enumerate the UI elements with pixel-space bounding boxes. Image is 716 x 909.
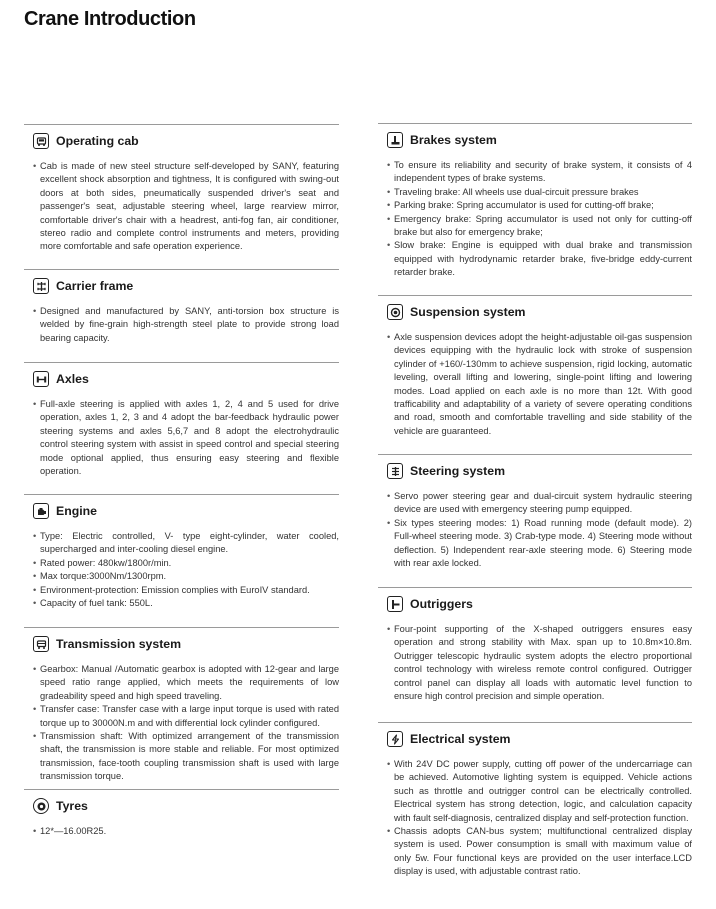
section-divider bbox=[378, 454, 692, 455]
section-body bbox=[378, 159, 692, 280]
section-axles bbox=[24, 362, 339, 478]
section-header bbox=[24, 130, 339, 152]
section-body bbox=[378, 490, 692, 570]
list-item: • Environment-protection: Emission complies with EuroIV standard. bbox=[33, 584, 339, 597]
list-item: • With 24V DC power supply, cutting off power of the undercarriage can be achieved. Automotive lighting system is equipped. Vehicle actions such as throttle and outrigger control can be electrically controlled. Electrical system has strong detection, logic, and calculation capacity with fault self-diagnosis, centralized display and self-protection function. bbox=[387, 758, 692, 825]
section-body bbox=[24, 305, 339, 345]
section-divider bbox=[378, 722, 692, 723]
section-header bbox=[24, 275, 339, 297]
section-title: Operating cab bbox=[56, 134, 139, 148]
section-title: Axles bbox=[56, 372, 89, 386]
list-item: • Cab is made of new steel structure self-developed by SANY, featuring excellent shock absorption and tightness, It is configured with swing-out doors at both sides, pneumatically suspended driver's seat and passenger's seat, adjustable steering wheel, large rearview mirror, comfortable driver's chair with a headrest, anti-fog fan, air conditioner, stereo radio and complete control instruments and meters, providing more comfortable and safe operation experience. bbox=[33, 160, 339, 254]
section-header bbox=[24, 633, 339, 655]
section-carrier-frame bbox=[24, 269, 339, 345]
section-divider bbox=[24, 789, 339, 790]
transmission-icon bbox=[33, 636, 49, 652]
section-divider bbox=[378, 587, 692, 588]
list-item: • Transfer case: Transfer case with a large input torque is used with rated torque up to 30000N.m and with differential lock cylinder configured. bbox=[33, 703, 339, 730]
section-steering-system bbox=[378, 454, 692, 570]
list-item: • Slow brake: Engine is equipped with dual brake and transmission equipped with hydrodynamic retarder brake, five-bridge eddy-current retarder brake. bbox=[387, 239, 692, 279]
section-header bbox=[378, 301, 692, 323]
section-header bbox=[378, 460, 692, 482]
brake-icon bbox=[387, 132, 403, 148]
section-outriggers bbox=[378, 587, 692, 703]
section-title: Steering system bbox=[410, 464, 506, 478]
section-body bbox=[24, 530, 339, 610]
section-divider bbox=[378, 123, 692, 124]
list-item: • Designed and manufactured by SANY, anti-torsion box structure is welded by fine-grain high-strength steel plate to provide strong load bearing capacity. bbox=[33, 305, 339, 345]
section-engine bbox=[24, 494, 339, 610]
section-header bbox=[24, 795, 339, 817]
section-title: Tyres bbox=[56, 799, 88, 813]
section-title: Suspension system bbox=[410, 305, 526, 319]
section-title: Carrier frame bbox=[56, 279, 134, 293]
section-body bbox=[378, 331, 692, 438]
list-item: • Transmission shaft: With optimized arrangement of the transmission shaft, the transmission is more stable and reliable. For most optimized transmission, face-tooth coupling transmission shaft is used with large transmission torque. bbox=[33, 730, 339, 784]
section-tyres bbox=[24, 789, 339, 838]
section-title: Brakes system bbox=[410, 133, 497, 147]
section-divider bbox=[24, 494, 339, 495]
section-divider bbox=[378, 295, 692, 296]
section-divider bbox=[24, 362, 339, 363]
list-item: • Servo power steering gear and dual-circuit system hydraulic steering device are used with emergency steering pump equipped. bbox=[387, 490, 692, 517]
list-item: • Four-point supporting of the X-shaped outriggers ensures easy operation and strong stability with Max. span up to 10.8m×10.8m. Outrigger telescopic hydraulic system adopts the electro proportional control technology with wireless remote control configured. Outrigger control panel can display all loads with automatic level function to ensure high control precision and simple operation. bbox=[387, 623, 692, 703]
section-body bbox=[24, 160, 339, 254]
suspension-icon bbox=[387, 304, 403, 320]
list-item: • Traveling brake: All wheels use dual-circuit pressure brakes bbox=[387, 186, 692, 199]
section-electrical-system bbox=[378, 722, 692, 879]
section-operating-cab bbox=[24, 124, 339, 254]
list-item: • Capacity of fuel tank: 550L. bbox=[33, 597, 339, 610]
section-body bbox=[378, 623, 692, 703]
list-item: • Rated power: 480kw/1800r/min. bbox=[33, 557, 339, 570]
cab-icon bbox=[33, 133, 49, 149]
page-title: Crane Introduction bbox=[24, 8, 196, 30]
steering-icon bbox=[387, 463, 403, 479]
section-header bbox=[378, 593, 692, 615]
list-item: • Parking brake: Spring accumulator is used for cutting-off brake; bbox=[387, 199, 692, 212]
section-body bbox=[24, 825, 339, 838]
section-title: Outriggers bbox=[410, 597, 473, 611]
section-body bbox=[24, 663, 339, 784]
section-divider bbox=[24, 269, 339, 270]
section-body bbox=[24, 398, 339, 478]
section-title: Transmission system bbox=[56, 637, 182, 651]
list-item: • To ensure its reliability and security of brake system, it consists of 4 independent types of brake systems. bbox=[387, 159, 692, 186]
engine-icon bbox=[33, 503, 49, 519]
axle-icon bbox=[33, 371, 49, 387]
list-item: • Full-axle steering is applied with axles 1, 2, 4 and 5 used for drive operation, axles 1, 2, 3 and 4 adopt the bar-feedback hydraulic power steering systems and axles 5,6,7 and 8 adopt the electrohydraulic control steering system with assist in speed control and special steering mode optional applied, thus ensuring easy steering and flexible operation. bbox=[33, 398, 339, 478]
section-title: Electrical system bbox=[410, 732, 511, 746]
list-item: • Axle suspension devices adopt the height-adjustable oil-gas suspension devices equipping with the hydraulic lock with stroke of suspension cylinder of +160/-130mm to achieve suspension, rigid locking, automatic leveling, overall lifting and lowering, single-point lifting and lowering modes. Load applied on each axle is no more than 12t. With good trafficability and adaptability of a variety of severe operating conditions and road, smooth and comfortable travelling and side stability of the vehicle are guaranteed. bbox=[387, 331, 692, 438]
section-header bbox=[24, 500, 339, 522]
list-item: • 12*—16.00R25. bbox=[33, 825, 339, 838]
list-item: • Max torque:3000Nm/1300rpm. bbox=[33, 570, 339, 583]
section-header bbox=[378, 728, 692, 750]
section-header bbox=[378, 129, 692, 151]
section-transmission-system bbox=[24, 627, 339, 784]
list-item: • Emergency brake: Spring accumulator is used not only for cutting-off brake but also for emergency brake; bbox=[387, 213, 692, 240]
lightning-icon bbox=[387, 731, 403, 747]
section-divider bbox=[24, 124, 339, 125]
list-item: • Gearbox: Manual /Automatic gearbox is adopted with 12-gear and large speed ratio range applied, which meets the requirements of low gradeability speed and high speed traveling. bbox=[33, 663, 339, 703]
section-brakes-system bbox=[378, 123, 692, 280]
outrigger-icon bbox=[387, 596, 403, 612]
list-item: • Type: Electric controlled, V- type eight-cylinder, water cooled, supercharged and inter-cooling diesel engine. bbox=[33, 530, 339, 557]
section-header bbox=[24, 368, 339, 390]
list-item: • Chassis adopts CAN-bus system; multifunctional centralized display system is used. Power consumption is small with maximum value of only 5w. Four functional keys are provided on the user interface.LCD display is used, with adjustable contrast ratio. bbox=[387, 825, 692, 879]
tyre-icon bbox=[33, 798, 49, 814]
section-body bbox=[378, 758, 692, 879]
list-item: • Six types steering modes: 1) Road running mode (default mode). 2) Full-wheel steering mode. 3) Crab-type mode. 4) Steering mode without deflection. 5) Independent rear-axle steering mode. 6) Steering mode with rear axle locked. bbox=[387, 517, 692, 571]
section-suspension-system bbox=[378, 295, 692, 438]
frame-icon bbox=[33, 278, 49, 294]
section-divider bbox=[24, 627, 339, 628]
section-title: Engine bbox=[56, 504, 97, 518]
